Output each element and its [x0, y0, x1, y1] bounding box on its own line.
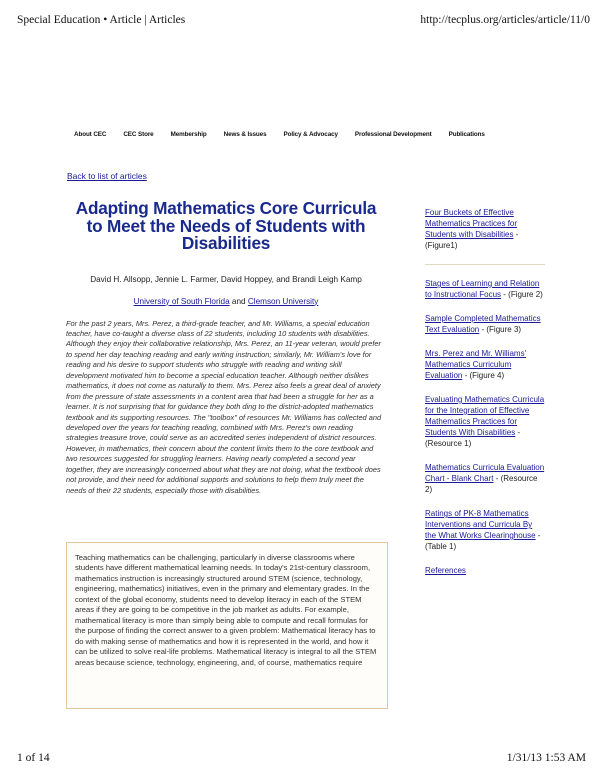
sidebar-item	[425, 348, 545, 381]
back-to-articles-link[interactable]: Back to list of articles	[67, 171, 147, 181]
nav-professional-development[interactable]: Professional Development	[354, 131, 432, 138]
sidebar-item-suffix: - (Figure 4)	[462, 371, 505, 380]
article-authors: David H. Allsopp, Jennie L. Farmer, David Hoppey, and Brandi Leigh Kamp	[90, 274, 362, 284]
sidebar-item-suffix: - (Figure1)	[425, 230, 519, 250]
sidebar-link[interactable]: Evaluating Mathematics Curricula for the Integration of Effective Mathematics Practices for Students With Disabilities	[425, 395, 545, 437]
nav-publications[interactable]: Publications	[448, 131, 485, 138]
affiliation-clemson-link[interactable]: Clemson University	[247, 296, 319, 306]
page-count: 1 of 14	[17, 752, 50, 764]
sidebar-item-suffix: - (Resource 1)	[425, 428, 521, 448]
callout-text: Teaching mathematics can be challenging, particularly in diverse classrooms where students have different mathematical learning needs. In today's 21st-century classroom, mathematics instruction is increasingly structured around STEM (science, technology, engineering, mathematics) initiatives, even in the primary and elementary grades. In the context of the global economy, students need to develop literacy in each of the STEM areas if they are going to be competitive in the job market as adults. For example, mathematical literacy is more than simply being able to compute and recall formulas for the purpose of finding the correct answer to a given problem: Mathematical literacy has to do with making sense of mathematics and how it is represented in the world, and how it can be utilized to solve real-life problems. Mathematical literacy is integral to all the STEM areas because science, technology, engineering, and, of course, mathematics require	[75, 553, 377, 667]
sidebar-link[interactable]: Ratings of PK-8 Mathematics Interventions and Curricula By the What Works Clearinghouse	[425, 509, 536, 540]
sidebar-link-references[interactable]: References	[425, 566, 466, 575]
print-header-url: http://tecplus.org/articles/article/11/0	[420, 14, 590, 26]
nav-membership[interactable]: Membership	[170, 131, 207, 138]
sidebar-link[interactable]: Stages of Learning and Relation to Instructional Focus	[425, 279, 540, 299]
sidebar-item	[425, 394, 545, 449]
sidebar-item	[425, 207, 545, 251]
sidebar-item-suffix: - (Table 1)	[425, 531, 541, 551]
article-intro: For the past 2 years, Mrs. Perez, a third-grade teacher, and Mr. Williams, a special education teacher, have co-taught a diverse class of 22 students, including 10 students with disabilities. Although they enjoy their collaborative relationship, Mrs. Perez, an 11-year veteran, would prefer to spend her day teaching reading and early writing instruction; similarly, Mr. William's love for reading and his desire to support students who struggle with reading and writing skill development motivated him to become a special education teacher. Although neither dislikes mathematics, it does not come as naturally to them. Mrs. Perez also feels a great deal of anxiety from the pressure of state assessments in a content area that had been a struggle for her as a learner. It is not surprising that for guidance they both ding to the district-adopted mathematics textbook and its supporting resources. The "toolbox" of resources Mr. Williams has collected and developed over the years for teaching reading, combined with Mrs. Perez's own reading strategies treasure trove, could serve as an accredited series independent of district resources. However, in mathematics, their concern about the content limits them to the core textbook and two resources suggested for struggling learners. Having nearly completed a second year together, they are increasingly concerned about what they are not doing, what the textbook does not provide, and their need for additional supports and solutions to help them truly meet the needs of their 22 students, especially those with disabilities.	[66, 318, 382, 495]
nav-news-issues[interactable]: News & Issues	[223, 131, 267, 138]
sidebar-divider	[425, 264, 545, 265]
sidebar-item	[425, 278, 545, 300]
article-main	[66, 200, 386, 496]
article-affiliations	[66, 297, 386, 306]
sidebar-link[interactable]: Mathematics Curricula Evaluation Chart - Blank Chart	[425, 463, 545, 483]
print-footer	[17, 752, 586, 766]
nav-about-cec[interactable]: About CEC	[74, 131, 107, 138]
nav-cec-store[interactable]: CEC Store	[123, 131, 154, 138]
affiliation-and: and	[229, 296, 248, 306]
sidebar-item-suffix: - (Figure 2)	[501, 290, 543, 299]
article-title: Adapting Mathematics Core Curricula to Meet the Needs of Students with Disabilities	[75, 198, 377, 253]
affiliation-usf-link[interactable]: University of South Florida	[133, 296, 230, 306]
article-callout-box	[66, 542, 388, 709]
sidebar-link[interactable]: Sample Completed Mathematics Text Evaluation	[425, 314, 541, 334]
sidebar-item-suffix: - (Figure 3)	[479, 325, 522, 334]
sidebar-item-suffix: - (Resource 2)	[425, 474, 538, 494]
sidebar-link[interactable]: Four Buckets of Effective Mathematics Practices for Students with Disabilities	[425, 208, 518, 239]
nav-policy-advocacy[interactable]: Policy & Advocacy	[283, 131, 338, 138]
print-header	[17, 14, 590, 28]
print-header-title: Special Education • Article | Articles	[17, 14, 186, 26]
sidebar-item	[425, 508, 545, 552]
sidebar-item	[425, 565, 545, 576]
print-datetime: 1/31/13 1:53 AM	[506, 752, 586, 764]
sidebar-resources	[425, 207, 545, 589]
sidebar-item	[425, 462, 545, 495]
sidebar-link[interactable]: Mrs. Perez and Mr. Williams' Mathematics Curriculum Evaluation	[425, 349, 527, 380]
sidebar-item	[425, 313, 545, 335]
top-navigation	[74, 131, 485, 141]
